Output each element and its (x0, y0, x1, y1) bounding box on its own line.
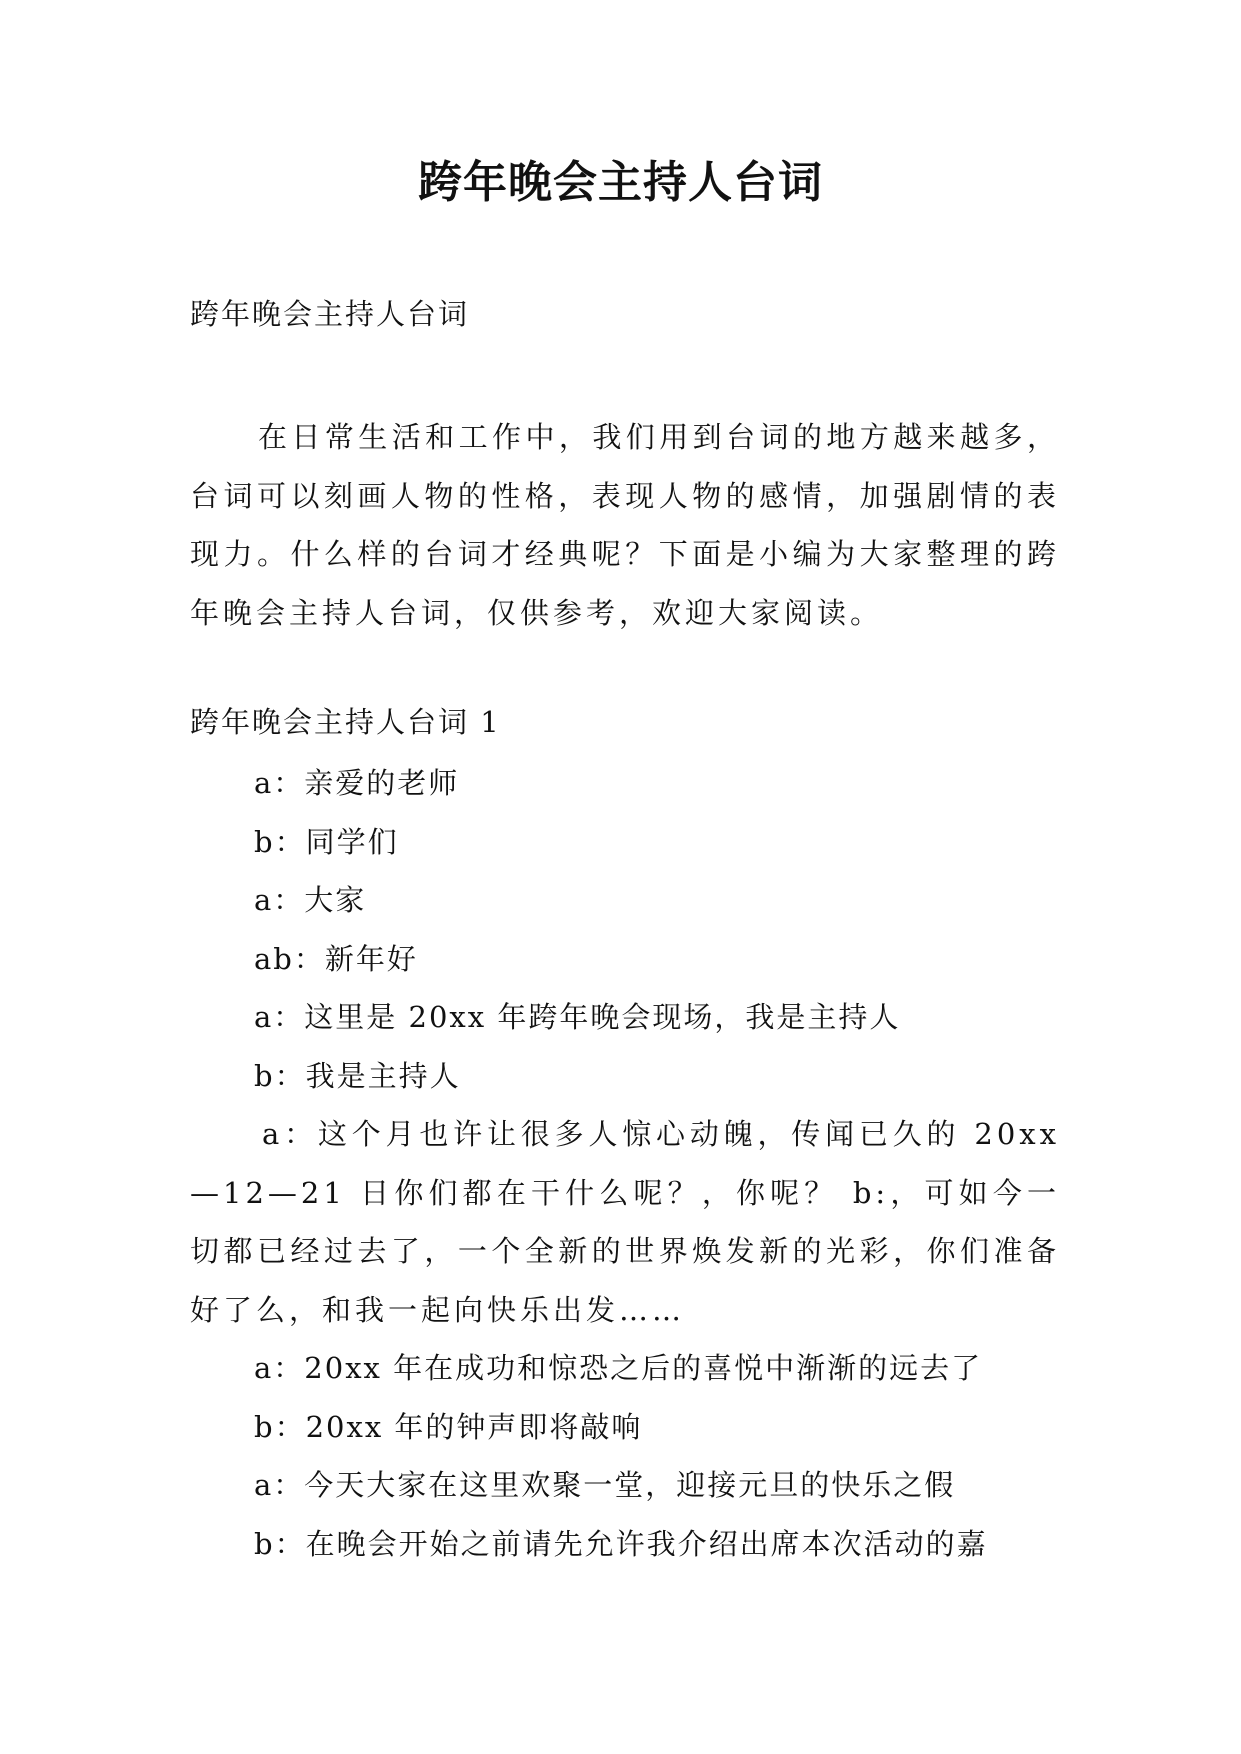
document-subtitle: 跨年晚会主持人台词 (190, 297, 470, 331)
dialogue-line: a：今天大家在这里欢聚一堂，迎接元旦的快乐之假 (254, 1468, 956, 1502)
dialogue-line: b：同学们 (254, 824, 399, 859)
dialogue-line: b：在晚会开始之前请先允许我介绍出席本次活动的嘉 (254, 1526, 988, 1561)
dialogue-paragraph: a：这个月也许让很多人惊心动魄，传闻已久的 20xx—12—21 日你们都在干什么呢？，你呢？ b:，可如今一切都已经过去了，一个全新的世界焕发新的光彩，你们准备好了么，和我一起向快乐出发…… (190, 1117, 1060, 1327)
dialogue-line: a：大家 (254, 883, 367, 917)
section-heading: 跨年晚会主持人台词 1 (190, 705, 501, 739)
dialogue-line: a：亲爱的老师 (254, 766, 460, 800)
document-title: 跨年晚会主持人台词 (418, 157, 823, 208)
dialogue-line: a：这里是 20xx 年跨年晚会现场，我是主持人 (254, 1000, 901, 1034)
intro-paragraph: 在日常生活和工作中，我们用到台词的地方越来越多，台词可以刻画人物的性格，表现人物的感情，加强剧情的表现力。什么样的台词才经典呢？下面是小编为大家整理的跨年晚会主持人台词，仅供参考，欢迎大家阅读。 (190, 420, 1060, 630)
dialogue-line: a：20xx 年在成功和惊恐之后的喜悦中渐渐的远去了 (254, 1351, 983, 1385)
dialogue-lines (190, 754, 1060, 1573)
dialogue-line: ab：新年好 (254, 941, 418, 976)
dialogue-line: b：我是主持人 (254, 1058, 461, 1093)
dialogue-line: b：20xx 年的钟声即将敲响 (254, 1409, 643, 1444)
